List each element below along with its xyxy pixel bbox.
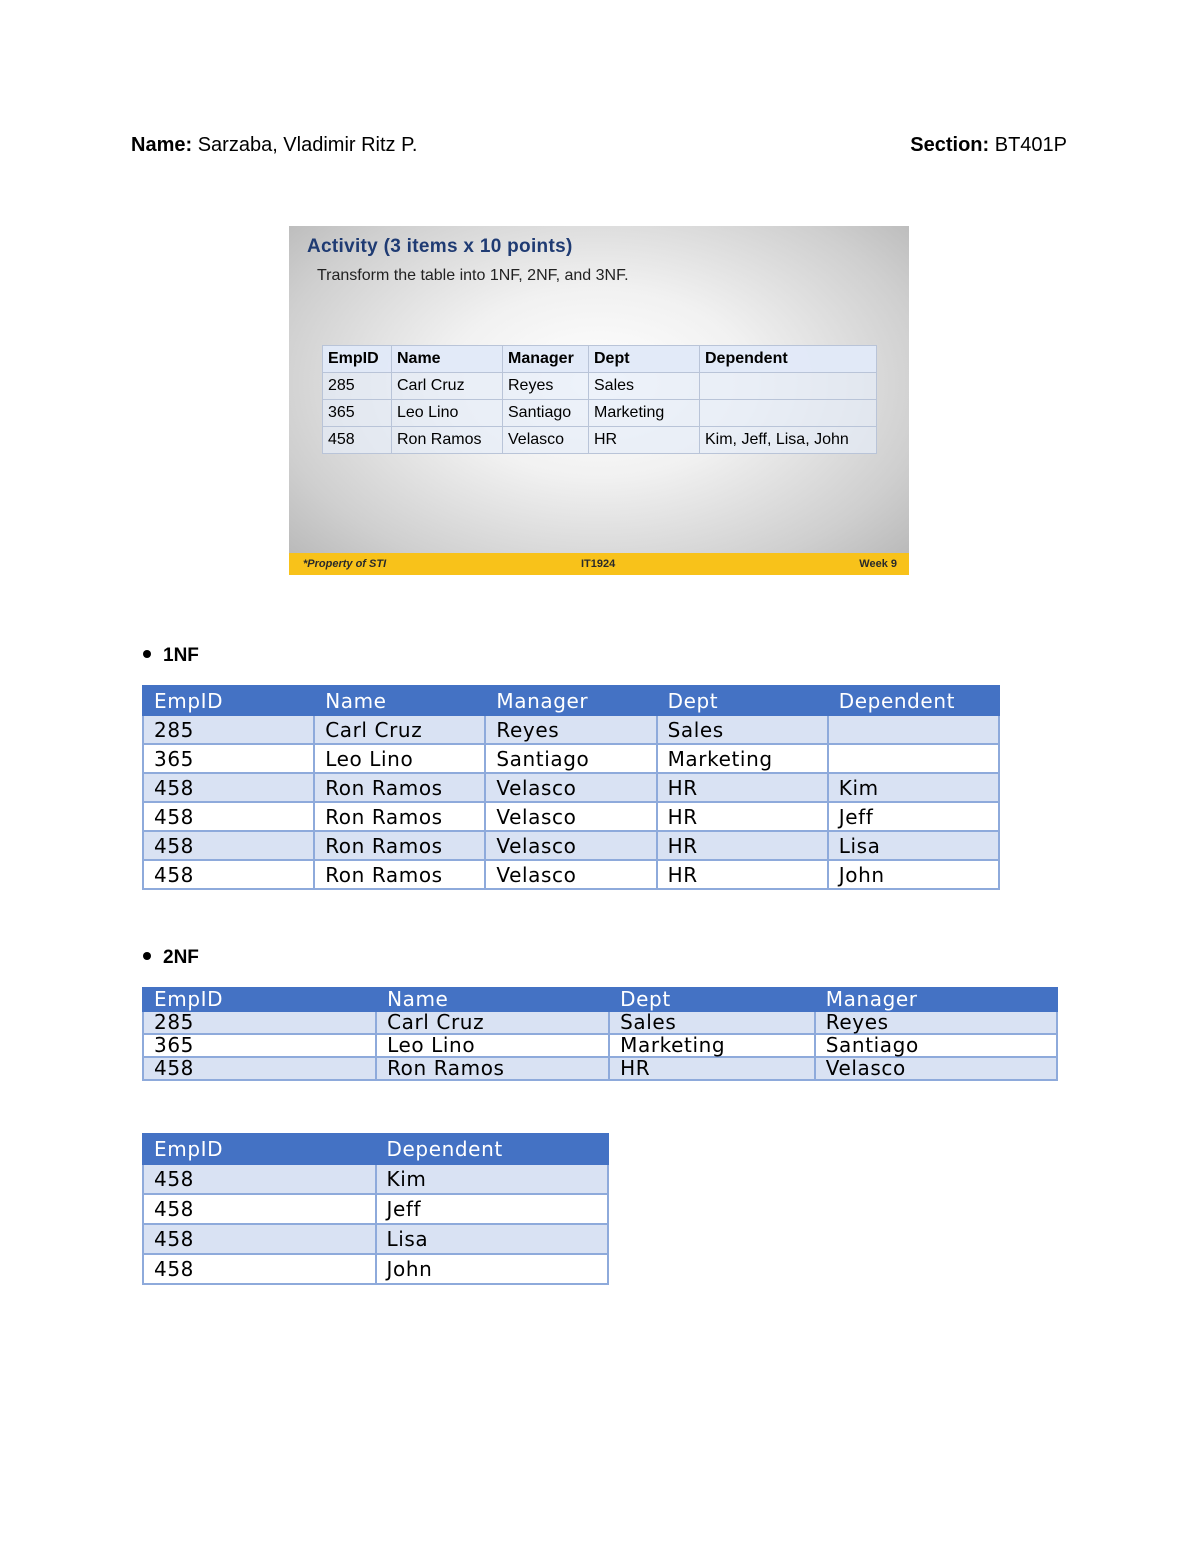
table-cell: John [376,1254,609,1284]
table-cell: Velasco [485,831,656,860]
col-header: Dept [609,988,815,1011]
table-cell: HR [657,831,828,860]
table-row [143,1224,608,1254]
table-cell: Lisa [376,1224,609,1254]
section-value: BT401P [994,134,1067,156]
slide-col-header: Manager [503,346,589,373]
table-cell: HR [589,427,700,454]
table-cell: Velasco [485,802,656,831]
table-cell: 458 [323,427,392,454]
table-cell: Ron Ramos [314,860,485,889]
table-row [143,831,999,860]
table-cell: Ron Ramos [314,773,485,802]
table-cell: Kim [376,1164,609,1194]
col-header: Name [376,988,609,1011]
table-cell: Marketing [657,744,828,773]
slide-col-header: EmpID [323,346,392,373]
slide-footer-week: Week 9 [859,558,897,570]
table-cell: Reyes [503,373,589,400]
table-header-row [143,686,999,715]
table-cell: Carl Cruz [392,373,503,400]
table-row [323,373,877,400]
table-row [143,1164,608,1194]
table-cell: Santiago [503,400,589,427]
slide-footer-course: IT1924 [581,558,616,570]
col-header: EmpID [143,988,376,1011]
table-cell: HR [657,773,828,802]
table-row [143,715,999,744]
col-header: Dept [657,686,828,715]
table-row [143,773,999,802]
table-1nf [142,685,1000,890]
name-line [131,134,417,157]
table-cell: 458 [143,1224,376,1254]
slide-table-header-row [323,346,877,373]
table-cell: 458 [143,831,314,860]
col-header: EmpID [143,686,314,715]
table-cell: Marketing [589,400,700,427]
table-cell: Jeff [376,1194,609,1224]
section-label: Section: [910,134,990,156]
table-cell: 458 [143,1164,376,1194]
table-cell: Ron Ramos [392,427,503,454]
table-cell [700,373,877,400]
col-header: EmpID [143,1134,376,1164]
table-cell [700,400,877,427]
slide-col-header: Name [392,346,503,373]
table-cell: Velasco [485,773,656,802]
table-cell: 458 [143,1194,376,1224]
table-cell [828,715,999,744]
table-row [143,1194,608,1224]
slide-footer-bar [289,553,909,575]
table-row [143,744,999,773]
table-cell: 285 [323,373,392,400]
activity-slide-image [289,226,909,575]
table-header-row [143,1134,608,1164]
table-cell: HR [609,1057,815,1080]
col-header: Manager [485,686,656,715]
bullet-icon [143,952,151,960]
table-cell: Jeff [828,802,999,831]
table-row [143,1254,608,1284]
slide-col-header: Dependent [700,346,877,373]
heading-1nf-text: 1NF [163,645,199,666]
table-cell: 365 [323,400,392,427]
slide-subtitle: Transform the table into 1NF, 2NF, and 3NF. [317,267,629,284]
heading-2nf [143,947,199,969]
table-cell: Kim [828,773,999,802]
table-2nf-employee [142,987,1058,1081]
table-cell: Ron Ramos [376,1057,609,1080]
table-row [143,802,999,831]
table-cell: Santiago [485,744,656,773]
table-cell: Velasco [485,860,656,889]
col-header: Name [314,686,485,715]
table-cell: 285 [143,715,314,744]
table-cell: 458 [143,1254,376,1284]
slide-source-table [322,345,877,454]
heading-2nf-text: 2NF [163,947,199,968]
table-cell: John [828,860,999,889]
heading-1nf [143,645,199,667]
table-cell: Velasco [503,427,589,454]
table-row [323,400,877,427]
table-cell: Ron Ramos [314,802,485,831]
table-cell: Reyes [485,715,656,744]
table-cell: HR [657,860,828,889]
table-cell: Lisa [828,831,999,860]
table-cell: Leo Lino [392,400,503,427]
table-cell: Carl Cruz [314,715,485,744]
table-header-row [143,988,1057,1011]
table-row [143,1011,1057,1034]
table-cell: HR [657,802,828,831]
table-cell: Reyes [815,1011,1057,1034]
table-row [143,1057,1057,1080]
table-2nf-dependent [142,1133,609,1285]
table-cell: 365 [143,744,314,773]
table-cell: 458 [143,802,314,831]
table-cell [828,744,999,773]
table-row [323,427,877,454]
table-cell: 285 [143,1011,376,1034]
table-cell: Ron Ramos [314,831,485,860]
table-cell: Sales [589,373,700,400]
slide-col-header: Dept [589,346,700,373]
table-cell: 458 [143,1057,376,1080]
bullet-icon [143,650,151,658]
col-header: Manager [815,988,1057,1011]
table-cell: Kim, Jeff, Lisa, John [700,427,877,454]
slide-title: Activity (3 items x 10 points) [307,236,573,257]
table-cell: Velasco [815,1057,1057,1080]
name-value: Sarzaba, Vladimir Ritz P. [197,134,418,156]
col-header: Dependent [376,1134,609,1164]
table-cell: 458 [143,773,314,802]
table-cell: 365 [143,1034,376,1057]
table-cell: Leo Lino [314,744,485,773]
table-cell: Sales [609,1011,815,1034]
table-cell: Carl Cruz [376,1011,609,1034]
table-cell: 458 [143,860,314,889]
table-cell: Leo Lino [376,1034,609,1057]
section-line [910,134,1067,157]
slide-footer-property: *Property of STI [303,558,387,570]
table-row [143,1034,1057,1057]
table-cell: Santiago [815,1034,1057,1057]
table-cell: Marketing [609,1034,815,1057]
table-row [143,860,999,889]
name-label: Name: [131,134,193,156]
col-header: Dependent [828,686,999,715]
table-cell: Sales [657,715,828,744]
